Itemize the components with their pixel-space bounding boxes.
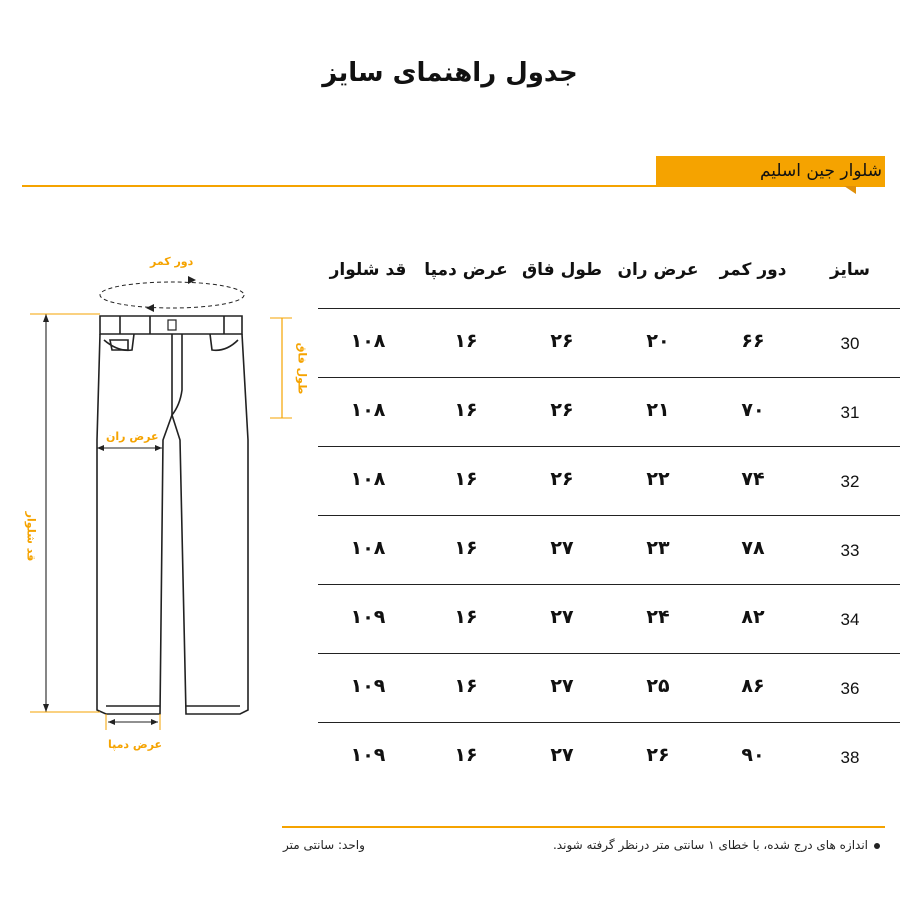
cell-rise: ۲۶ (550, 330, 574, 352)
cell-thigh: ۲۵ (646, 675, 670, 697)
cell-size: 33 (840, 541, 860, 560)
footnote (553, 838, 880, 852)
bullet-icon (874, 843, 880, 849)
cell-waist: ۷۸ (741, 537, 765, 559)
cell-rise: ۲۷ (550, 744, 574, 766)
cell-rise: ۲۷ (550, 537, 574, 559)
cell-size: 30 (840, 334, 860, 353)
cell-thigh: ۲۳ (646, 537, 670, 559)
cell-length: ۱۰۹ (350, 675, 386, 697)
cell-thigh: ۲۲ (646, 468, 670, 490)
cell-waist: ۸۶ (741, 675, 765, 697)
cell-length: ۱۰۸ (350, 330, 386, 352)
cell-hem: ۱۶ (454, 468, 478, 490)
header-length: قد شلوار (329, 260, 407, 280)
cell-waist: ۷۰ (741, 399, 765, 421)
section-tab-flap (844, 186, 856, 194)
cell-rise: ۲۷ (550, 675, 574, 697)
rise-label: طول فاق (295, 342, 309, 395)
cell-waist: ۸۲ (741, 606, 765, 628)
jeans-outline-icon (0, 240, 310, 760)
table-rule (318, 308, 900, 309)
hem-label: عرض دمپا (108, 738, 163, 751)
section-label: شلوار جین اسلیم (759, 161, 882, 181)
cell-hem: ۱۶ (454, 537, 478, 559)
header-rise: طول فاق (521, 260, 603, 280)
cell-waist: ۶۶ (741, 330, 765, 352)
length-label: قد شلوار (24, 511, 38, 562)
header-size: سایز (829, 260, 871, 280)
cell-length: ۱۰۸ (350, 468, 386, 490)
unit-note: واحد: سانتی متر (283, 838, 365, 852)
header-thigh: عرض ران (617, 260, 699, 280)
table-rule (318, 515, 900, 516)
table-rule (318, 722, 900, 723)
table-rule (318, 377, 900, 378)
waist-measure-ellipse (100, 282, 244, 308)
cell-rise: ۲۷ (550, 606, 574, 628)
footnote-text: اندازه های درج شده، با خطای ۱ سانتی متر درنظر گرفته شوند. (552, 838, 868, 852)
cell-waist: ۷۴ (741, 468, 765, 490)
cell-rise: ۲۶ (550, 399, 574, 421)
cell-thigh: ۲۴ (646, 606, 670, 628)
waist-arrow-left-icon (146, 304, 154, 312)
cell-thigh: ۲۰ (646, 330, 670, 352)
cell-size: 32 (840, 472, 860, 491)
cell-size: 36 (840, 679, 860, 698)
table-rule (318, 584, 900, 585)
waist-label: دور کمر (150, 255, 194, 268)
cell-hem: ۱۶ (454, 606, 478, 628)
cell-size: 38 (840, 748, 860, 767)
table-rule (318, 446, 900, 447)
cell-rise: ۲۶ (550, 468, 574, 490)
cell-thigh: ۲۱ (646, 399, 670, 421)
cell-hem: ۱۶ (454, 675, 478, 697)
cell-length: ۱۰۹ (350, 606, 386, 628)
header-waist: دور کمر (719, 260, 787, 280)
waist-button (168, 320, 176, 330)
cell-waist: ۹۰ (741, 744, 765, 766)
thigh-label: عرض ران (106, 430, 159, 443)
cell-thigh: ۲۶ (646, 744, 670, 766)
table-rule (318, 653, 900, 654)
cell-size: 34 (840, 610, 860, 629)
cell-hem: ۱۶ (454, 744, 478, 766)
cell-length: ۱۰۸ (350, 537, 386, 559)
page-title: جدول راهنمای سایز (322, 58, 578, 88)
cell-length: ۱۰۸ (350, 399, 386, 421)
footer-divider (282, 826, 885, 828)
header-hem: عرض دمپا (424, 260, 508, 280)
cell-hem: ۱۶ (454, 330, 478, 352)
cell-hem: ۱۶ (454, 399, 478, 421)
cell-length: ۱۰۹ (350, 744, 386, 766)
cell-size: 31 (840, 403, 860, 422)
table-header-row (318, 248, 900, 308)
